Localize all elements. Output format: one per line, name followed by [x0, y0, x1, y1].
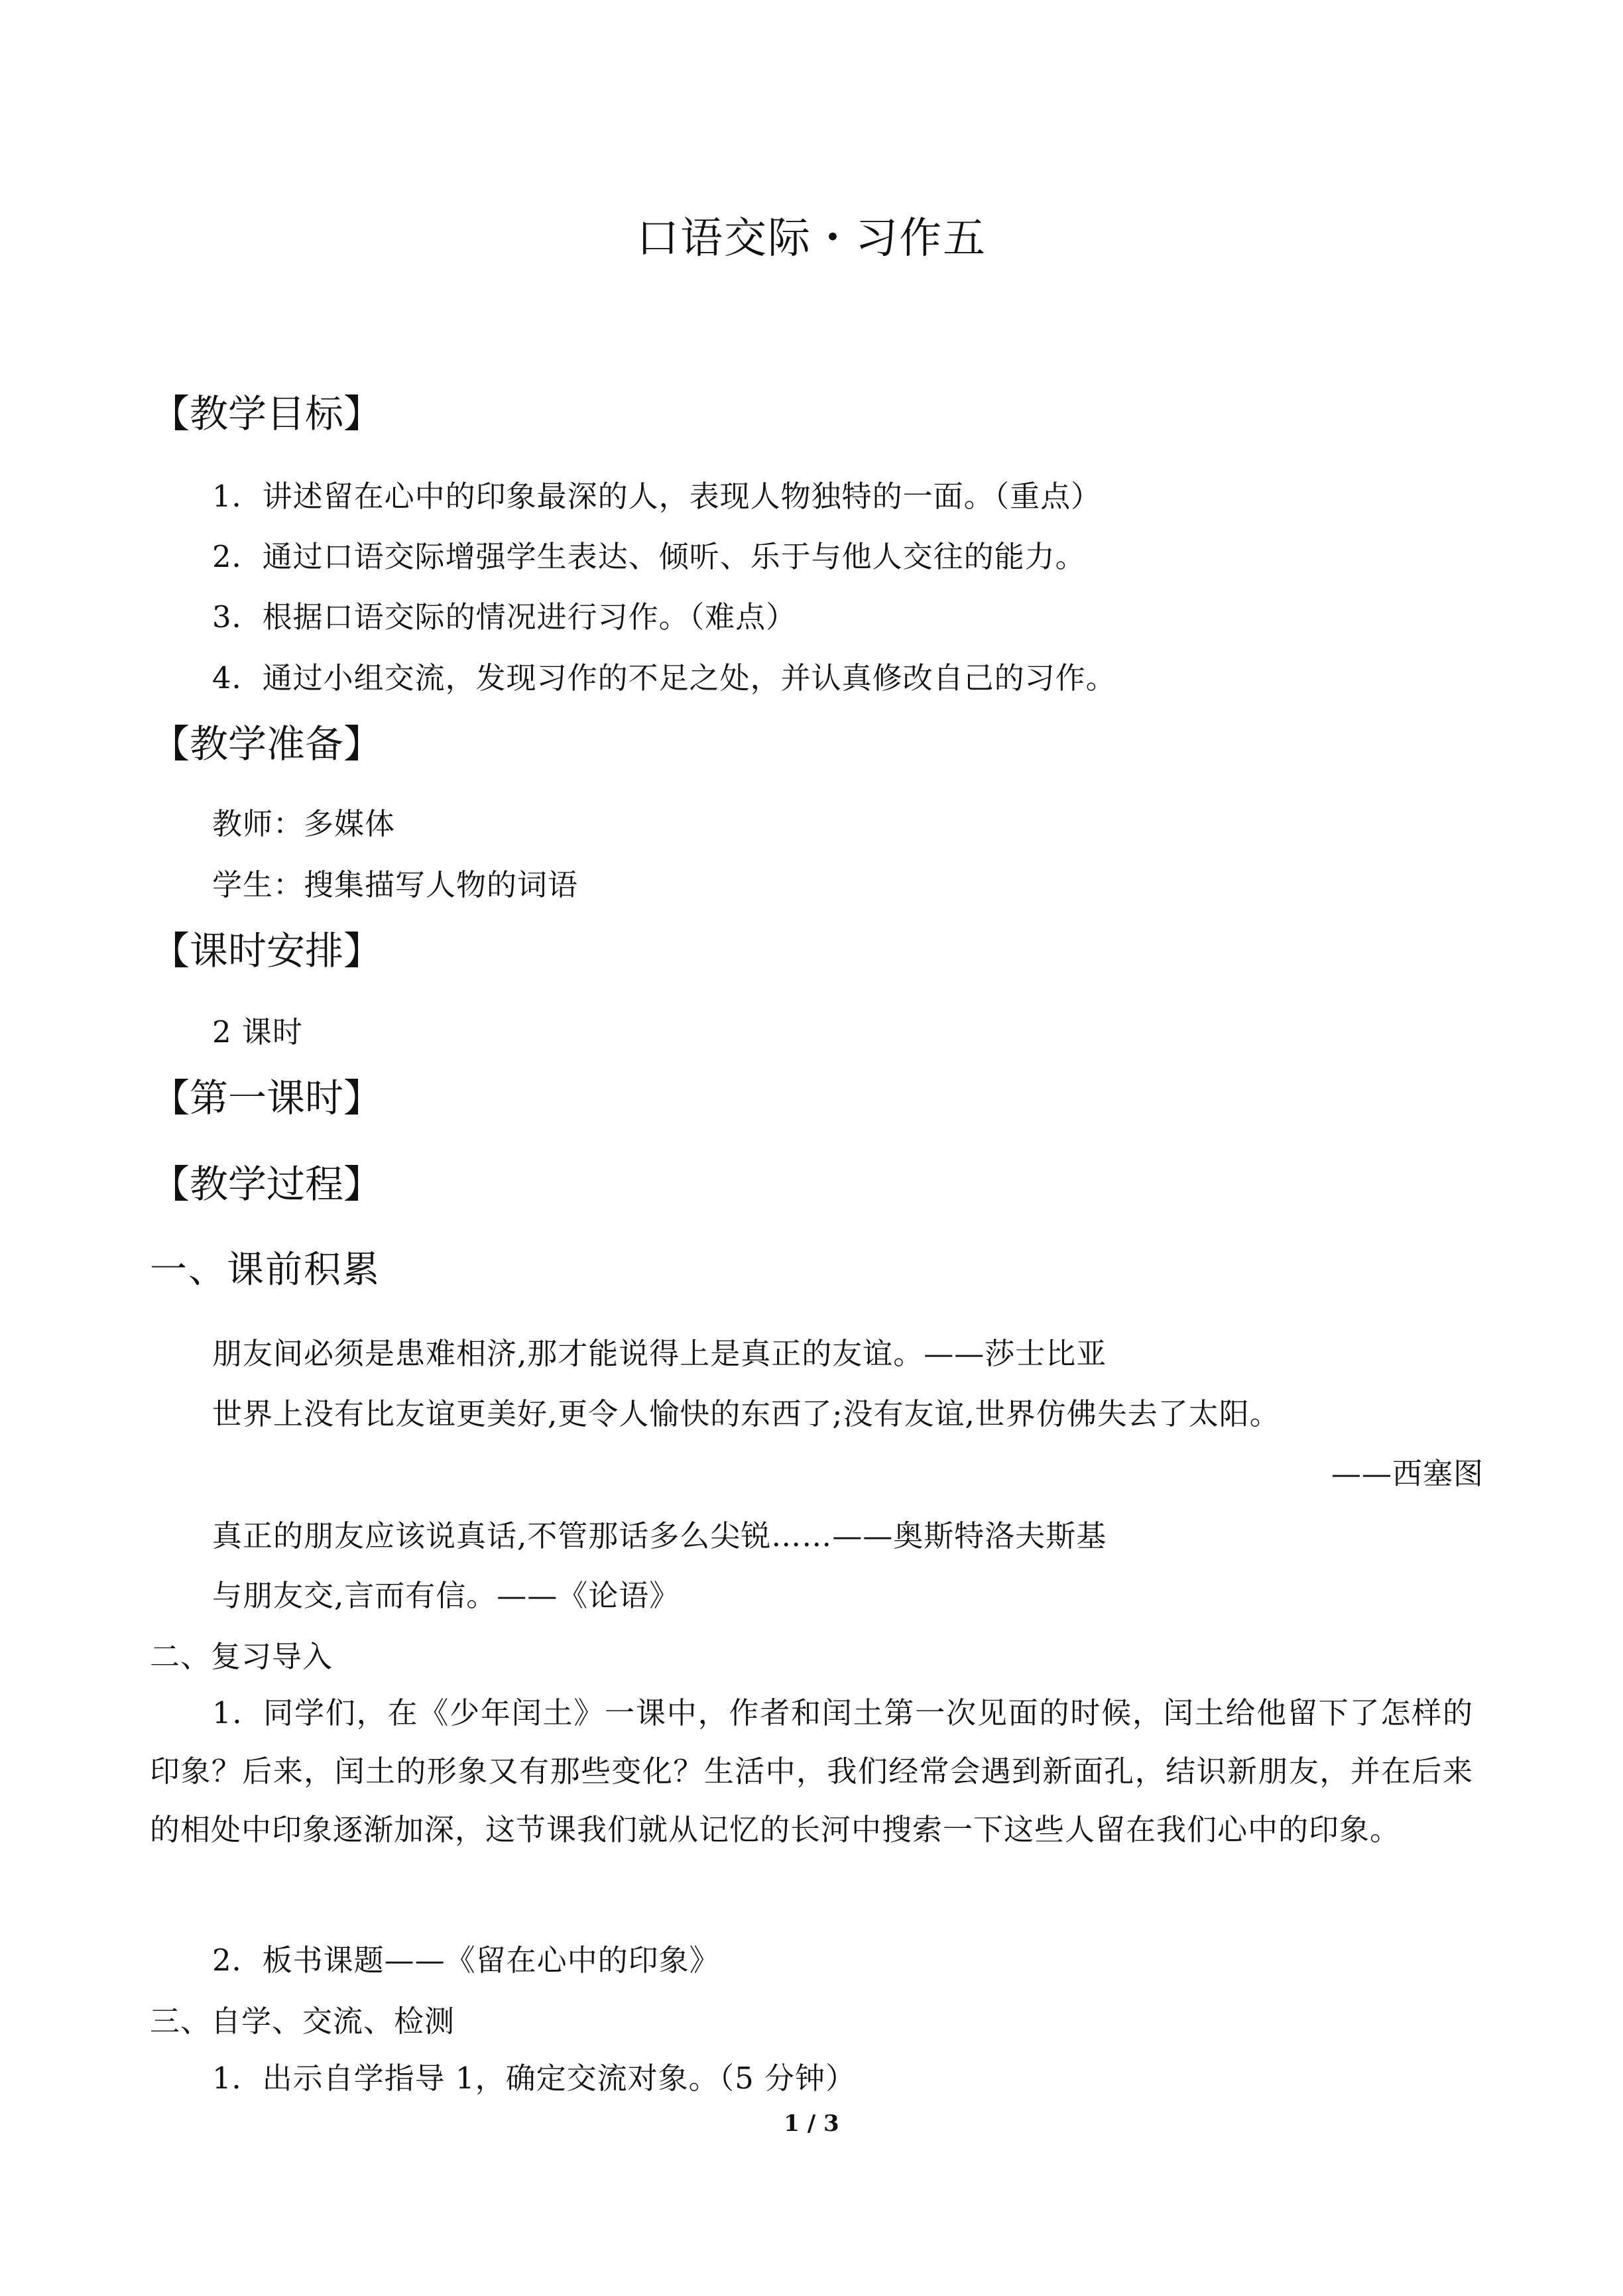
heading-goals: 【教学目标】 [151, 391, 383, 436]
prep-teacher: 教师：多媒体 [212, 806, 396, 841]
page-number: 1 / 3 [784, 2110, 839, 2137]
goal-item-2: 2．通过口语交际增强学生表达、倾听、乐于与他人交往的能力。 [212, 539, 1086, 574]
part2-heading: 二、复习导入 [150, 1639, 333, 1674]
part1-heading: 一、课前积累 [150, 1248, 381, 1292]
heading-prep: 【教学准备】 [151, 721, 383, 766]
quote-3: 真正的朋友应该说真话,不管那话多么尖锐……——奥斯特洛夫斯基 [212, 1518, 1107, 1553]
quote-2-author: ——西塞图 [1331, 1456, 1484, 1491]
goal-item-4: 4．通过小组交流，发现习作的不足之处，并认真修改自己的习作。 [212, 660, 1116, 695]
prep-student: 学生：搜集描写人物的词语 [212, 867, 579, 902]
schedule-value: 2 课时 [212, 1014, 303, 1050]
page-title: 口语交际・习作五 [636, 214, 987, 263]
heading-first-lesson: 【第一课时】 [151, 1075, 383, 1120]
heading-schedule: 【课时安排】 [151, 928, 383, 973]
goal-item-1: 1．讲述留在心中的印象最深的人，表现人物独特的一面。（重点） [212, 479, 1102, 514]
quote-4: 与朋友交,言而有信。——《论语》 [212, 1578, 680, 1613]
heading-process: 【教学过程】 [151, 1162, 383, 1207]
quote-1: 朋友间必须是患难相济,那才能说得上是真正的友谊。——莎士比亚 [212, 1336, 1107, 1371]
part2-paragraph-2: 2．板书课题——《留在心中的印象》 [212, 1943, 720, 1978]
part3-heading: 三、自学、交流、检测 [150, 2004, 455, 2039]
quote-2: 世界上没有比友谊更美好,更令人愉快的东西了;没有友谊,世界仿佛失去了太阳。 [212, 1396, 1280, 1431]
part3-item-1: 1．出示自学指导 1，确定交流对象。（5 分钟） [212, 2061, 857, 2096]
part2-paragraph-1: 1．同学们，在《少年闰土》一课中，作者和闰土第一次见面的时候，闰土给他留下了怎样的印象？后来，闰土的形象又有那些变化？生活中，我们经常会遇到新面孔，结识新朋友，并在后来的相处中印象逐渐加深，这节课我们就从记忆的长河中搜索一下这些人留在我们心中的印象。 [150, 1695, 1473, 1847]
goal-item-3: 3．根据口语交际的情况进行习作。（难点） [212, 599, 797, 634]
